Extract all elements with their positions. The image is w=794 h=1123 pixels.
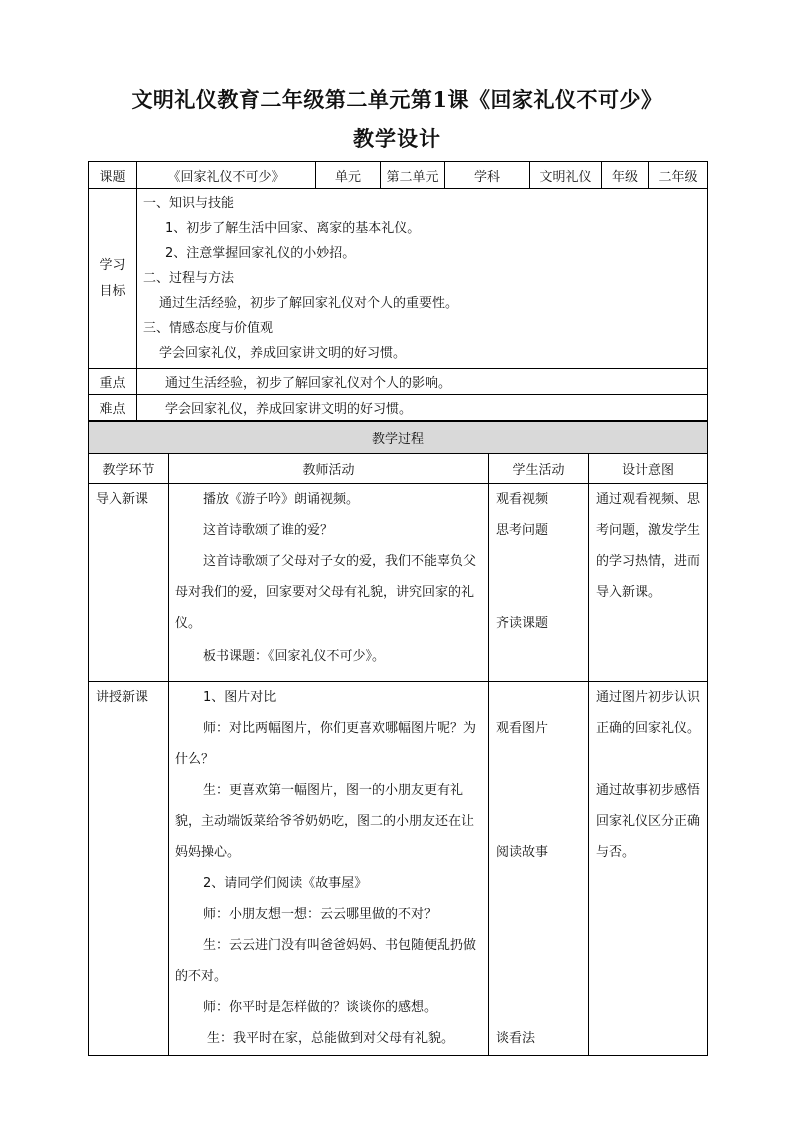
info-table [88,161,708,421]
grade-label: 年级 [602,162,649,189]
document-title: 文明礼仪教育二年级第二单元第1课《回家礼仪不可少》 [131,87,663,112]
unit-value: 第二单元 [381,162,445,189]
document-subtitle: 教学设计 [353,126,441,151]
goal-item: 学会回家礼仪，养成回家讲文明的好习惯。 [159,346,407,361]
difficulty-label: 难点 [89,395,137,421]
goal-item: 2、注意掌握回家礼仪的小妙招。 [165,246,356,261]
goal-heading-knowledge: 一、知识与技能 [143,196,235,211]
intent-intro: 通过观看视频、思考问题，激发学生的学习热情，进而导入新课。 [589,484,708,682]
student-activity-intro: 观看视频 思考问题 齐读课题 [489,484,589,682]
stage-new-lesson: 讲授新课 [89,682,169,1056]
unit-label: 单元 [316,162,381,189]
goal-item: 通过生活经验，初步了解回家礼仪对个人的重要性。 [159,296,459,311]
process-table [88,421,708,1056]
key-point-text: 通过生活经验，初步了解回家礼仪对个人的影响。 [137,369,708,395]
teacher-activity-new-lesson: 1、图片对比 师：对比两幅图片，你们更喜欢哪幅图片呢？为什么？ 生：更喜欢第一幅图片，图一的小朋友更有礼貌，主动端饭菜给爷爷奶奶吃，图二的小朋友还在让妈妈操心。 2、请同学们阅读《故事屋》 师：小朋友想一想：云云哪里做的不对？ 生：云云进门没有叫爸爸妈妈、书包随便乱扔做的不对。 师：你平时是怎样做的？谈谈你的感想。 生：我平时在家，总能做到对父母有礼貌。 [169,682,489,1056]
subject-value: 文明礼仪 [530,162,602,189]
stage-intro: 导入新课 [89,484,169,682]
teacher-activity-intro: 播放《游子吟》朗诵视频。 这首诗歌颂了谁的爱？ 这首诗歌颂了父母对子女的爱，我们不能辜负父母对我们的爱，回家要对父母有礼貌，讲究回家的礼仪。 板书课题：《回家礼仪不可少》。 [169,484,489,682]
process-header: 教学过程 [89,422,708,454]
difficulty-text: 学会回家礼仪，养成回家讲文明的好习惯。 [137,395,708,421]
goals-content [137,189,708,369]
col-header-teacher: 教师活动 [169,454,489,484]
col-header-student: 学生活动 [489,454,589,484]
subject-label: 学科 [445,162,530,189]
grade-value: 二年级 [649,162,708,189]
goal-heading-attitude: 三、情感态度与价值观 [143,321,274,336]
intent-new-lesson: 通过图片初步认识正确的回家礼仪。 通过故事初步感悟回家礼仪区分正确与否。 [589,682,708,1056]
topic-value: 《回家礼仪不可少》 [137,162,316,189]
col-header-stage: 教学环节 [89,454,169,484]
col-header-intent: 设计意图 [589,454,708,484]
goal-heading-process: 二、过程与方法 [143,271,235,286]
goal-item: 1、初步了解生活中回家、离家的基本礼仪。 [165,221,421,236]
topic-label: 课题 [89,162,137,189]
student-activity-new-lesson: 观看图片 阅读故事 谈看法 [489,682,589,1056]
goals-label: 学习 目标 [89,189,137,369]
key-point-label: 重点 [89,369,137,395]
